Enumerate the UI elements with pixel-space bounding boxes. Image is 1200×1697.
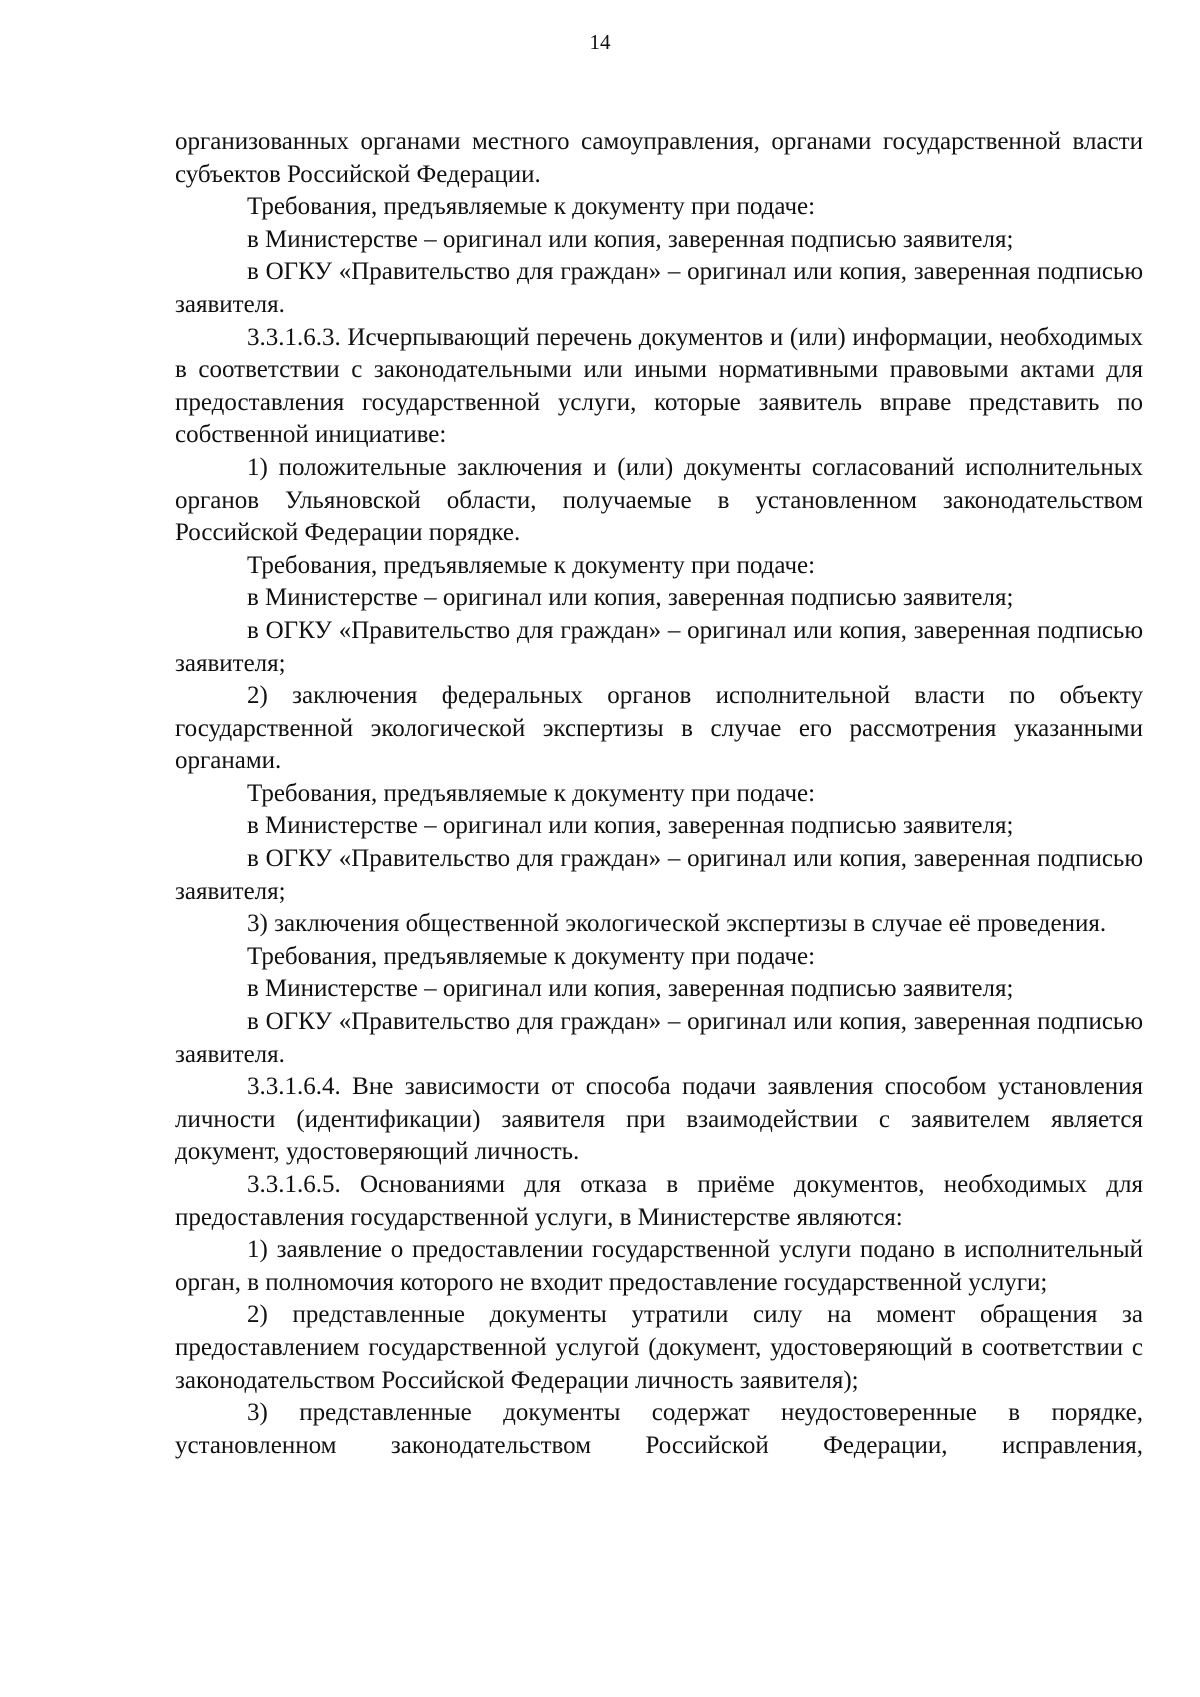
paragraph-14: 3) заключения общественной экологической экспертизы в случае её проведения. [247,910,1107,938]
paragraph-19: 3.3.1.6.5. Основаниями для отказа в приёме документов, необходимых для предоставления государственной услуги, в Министерстве являются: [175,1171,1143,1231]
paragraph-16: в Министерстве – оригинал или копия, заверенная подписью заявителя; [247,975,1014,1003]
paragraph-15: Требования, предъявляемые к документу при подаче: [247,942,816,970]
paragraph-21: 2) представленные документы утратили силу на момент обращения за предоставлением государственной услугой (документ, удостоверяющий в соответствии с законодательством Российской Федерации личность заявителя); [175,1301,1143,1394]
paragraph-6: 1) положительные заключения и (или) документы согласований исполнительных органов Ульяновской области, получаемые в установленном законодательством Российской Федерации порядке. [175,453,1143,547]
paragraph-10: 2) заключения федеральных органов исполнительной власти по объекту государственной экологической экспертизы в случае его рассмотрения указанными органами. [175,682,1143,775]
paragraph-1: организованных органами местного самоуправления, органами государственной власти субъектов Российской Федерации. [175,128,1143,188]
paragraph-2: Требования, предъявляемые к документу при подаче: [247,193,816,221]
paragraph-22: 3) представленные документы содержат неудостоверенные в порядке, установленном законодательством Российской Федерации, исправления, [175,1399,1143,1459]
paragraph-12: в Министерстве – оригинал или копия, заверенная подписью заявителя; [247,812,1014,840]
document-body [175,126,1143,1462]
page-number: 14 [589,30,611,54]
paragraph-11: Требования, предъявляемые к документу при подаче: [247,779,816,807]
paragraph-7: Требования, предъявляемые к документу при подаче: [247,551,816,579]
paragraph-17: в ОГКУ «Правительство для граждан» – оригинал или копия, заверенная подписью заявителя. [175,1008,1143,1068]
paragraph-5: 3.3.1.6.3. Исчерпывающий перечень документов и (или) информации, необходимых в соответствии с законодательными или иными нормативными правовыми актами для предоставления государственной услуги, которые заявитель вправе представить по собственной инициативе: [175,323,1143,449]
paragraph-20: 1) заявление о предоставлении государственной услуги подано в исполнительный орган, в полномочия которого не входит предоставление государственной услуги; [175,1236,1143,1296]
paragraph-8: в Министерстве – оригинал или копия, заверенная подписью заявителя; [247,584,1014,612]
paragraph-4: в ОГКУ «Правительство для граждан» – оригинал или копия, заверенная подписью заявителя. [175,258,1143,318]
paragraph-13: в ОГКУ «Правительство для граждан» – оригинал или копия, заверенная подписью заявителя; [175,845,1143,905]
paragraph-9: в ОГКУ «Правительство для граждан» – оригинал или копия, заверенная подписью заявителя; [175,616,1143,677]
paragraph-18: 3.3.1.6.4. Вне зависимости от способа подачи заявления способом установления личности (идентификации) заявителя при взаимодействии с заявителем является документ, удостоверяющий личность. [175,1073,1143,1166]
paragraph-3: в Министерстве – оригинал или копия, заверенная подписью заявителя; [247,225,1014,253]
